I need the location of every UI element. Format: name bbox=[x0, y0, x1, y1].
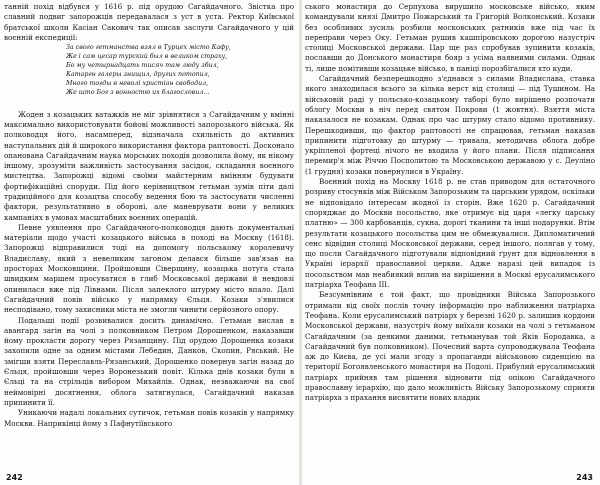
left-page-text bbox=[4, 0, 294, 429]
poem-quote bbox=[66, 44, 294, 97]
poem-line: Бо му четырнадцать тисяч там люду збил, bbox=[66, 62, 219, 69]
right-page-text bbox=[305, 0, 595, 404]
body-paragraph: Жоден з козацьких ватажків не міг зрівнятися з Сагайдачним у вмінні максимально використовувати бойові можливості запорозького війська. Як полководця його, насамперед, відзначала схильність до активних наступальних дій й широкого використання фактора раптовості. Досконало опанована Сагайдачним наука морських походів дозволила йому, як нікому іншому, зрозуміти важливість застосування засідок, складання воєнного мистецтва. Запорожці відомі своїми майстерним вмінням будувати фортифікаційні споруди. Під його керівництвом гетьман зумів піти далі традиційного для козацтва способу ведення бою та застосувати численні фактори, результативно в обороні, але маневрувати вони у великих кампаніях в умовах масштабних воєнних операцій. bbox=[4, 109, 294, 222]
page-number-left: 242 bbox=[6, 473, 23, 482]
poem-line: Же і сам цесар турский был в великом страху, bbox=[66, 53, 228, 61]
book-gutter bbox=[298, 0, 303, 485]
body-paragraph: Уникаючи надалі локальних сутичок, гетьман повів козаків у напрямку Москви. Наприкінці йому з Пафнутіївського bbox=[4, 408, 294, 428]
poem-line: За свого гетманства взял в Турцех місто Кафу, bbox=[66, 44, 231, 52]
intro-paragraph: танній похід відбувся у 1616 р. під орудою Сагайдачного. Звістка про славний подвиг запорожців передавалася з уст в уста. Ректор Київської братської школи Касіан Сакович так описав заслуги Сагайдачного у цій воєнній експедиції: bbox=[4, 2, 294, 42]
body-paragraph: Подальші події розвивалися досить динамічно. Гетьман вислав в авангард загін на чолі з полковником Петром Дорошенком, наказавши йому прокласти дорогу через Рязанщину. Під орудою Дорошенка козаки захопили одне за одним містами Лебедин, Данков, Скопин, Ряський. Не змігши взяти Переславль-Рязанський, Дорошенко повернув загін назад до Єльця, пройшовши через Воронезький повіт. Кілька днів козаки були в Єльці та на стрільців вибором Михайлів. Однак, незважаючи на свої неймовірні досягнення, облога затягнулася, Сагайдачний наказав припинити її. bbox=[4, 315, 294, 407]
left-page bbox=[4, 0, 294, 485]
body-paragraph: ського монастиря до Серпухова вирушило московське військо, яким командували князі Дмитро Пожарський та Григорій Волконський. Козаки без особливих зусиль розбили московських ратників вже під час їх переправи через Оку. Гетьман рушив кашпіровською дорогою назустріч столиці Московської держави. Цар ще раз спробував зупинити козаків, пославши до Донського монастиря бояр з усіма наявними силами. Однак ті, лише помітивши козацьке військо, в паніці порозбігалися хто куди. bbox=[305, 2, 595, 73]
body-paragraph: Воєнний похід на Москву 1618 р. не став приводом для остаточного розриву стосунків між Військом Запорозьким та царським урядом, оскільки не відповідало інтересам жодної із сторін. Вже 1620 р. Сагайдачний споряджає до Москви посольство, яке отримує від царя «легку царську платню» — 300 карбованців, сукна, дорогі тканини та інші подарунки. Втім результати козацького посольства цим не обмежувалися. Дипломатичний сенс відвідин столиці Московської держави, серед іншого, полягав у тому, що посли Сагайдачного підготували відповідний ґрунт для відновлення в Україні ієрархії православної церкви. Адже наразі цей випадок із посольством мав неабиякий вплив на вирішення в Москві ерусалимського патріарха Теофана III. bbox=[305, 177, 595, 290]
poem-line: Катаргн галеры знищил, других потопил, bbox=[66, 70, 210, 78]
poem-line: Же што Бог з вонностю их благословил... bbox=[66, 88, 210, 96]
body-paragraph: Безсумнівним є той факт, що провідники Війська Запорозького отримали від своїх послів точну інформацію про наближення патріарха Теофана. Коли ерусалимський патріарх у березні 1620 р. залишив кордони Московської держави, назустріч йому виїхали козаки на чолі з гетьманом Сагайдачним (за деякими даними, гетьманував той Яків Бородавка, а Сагайдачний був полковником). Почесний варта супроводжувала Теофана аж до Києва, де усі мали згоду з пропаганди військовою сиденцією на території Богоявленського монастиря на Подолі. Прибулий ерусалимський патріарх прийняв там рішення відновити під опікою Сагайдачного православну ієрархію, що дало можливість Війську Запорозькому сприяти патріарха з прахання висвятити нових владик bbox=[305, 290, 595, 403]
body-paragraph: Сагайдачний безперешкодно з'єднався з силами Владислава, ставка якого знаходилася всього за кілька верст від столиці — під Тушином. На військовій раді у польсько-козацькому таборі було вирішено розпочати облогу Москви в ніч перед святом Покрови (1 жовтня). Взяття міста наказалося не козакам. Однак про час штурму стало відомо противнику. Перешкодивши, що фактор раптовості не спрацював, гетьман наказав припинити підготовку до штурму — тривала, методична облога добре укріпленої фортеці нічого не входила у його плани. Після підписання перемир'я між Річчю Посполитою та Московською державою у с. Деуліно (1 грудня) козаки повернулися в Україну. bbox=[305, 74, 595, 176]
body-paragraph: Певне уявлення про Сагайдачного-полководця дають документальні матеріали щодо участі козацького війська в поході на Москву (1618). Запорожці відправилися тоді на допомогу польському королевичу Владиславу, який з невеликим загоном делався більше зав'язав на просторах Московщини. Пройшовши Сіверщину, козацька потуга стала швидким маршем просуватися в глиб Московської держави й невдовзі опинилася вже під Лівнами. Після запеклого штурму місто впало. Далі Сагайдачний повів військо у напрямку Єльця. Козаки з'явилися несподівано, тому захисники міста не змогли чинити серйозного опору. bbox=[4, 222, 294, 315]
poem-line: Много тогды в неволі христіан свободил, bbox=[66, 79, 209, 87]
page-number-right: 243 bbox=[576, 473, 593, 482]
right-page bbox=[305, 0, 595, 485]
